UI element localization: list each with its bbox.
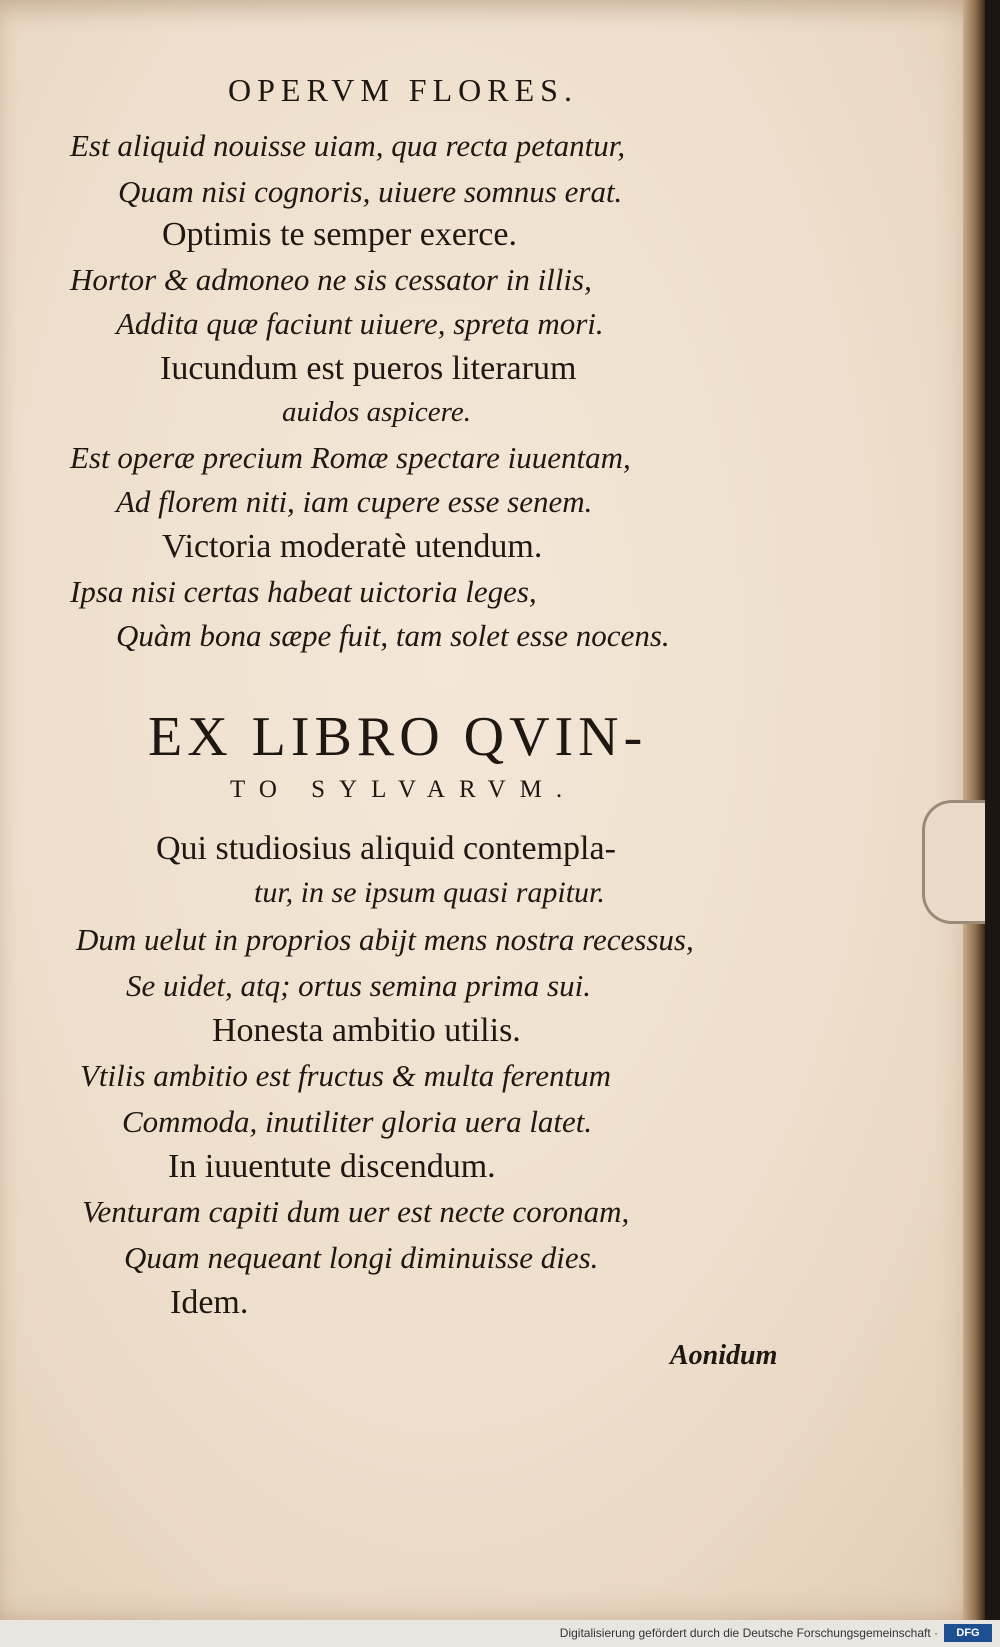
verse-heading: Optimis te semper exerce. <box>162 216 517 253</box>
verse-heading: Qui studiosius aliquid contempla- <box>156 830 616 867</box>
verse-line: Vtilis ambitio est fructus & multa ferentum <box>80 1058 611 1093</box>
verse-line: Est aliquid nouisse uiam, qua recta petantur, <box>70 128 626 163</box>
clasp-shadow <box>922 800 985 924</box>
verse-line: Commoda, inutiliter gloria uera latet. <box>122 1104 593 1139</box>
verse-line: Quam nequeant longi diminuisse dies. <box>124 1240 599 1275</box>
running-header: OPERVM FLORES. <box>228 72 578 108</box>
verse-line: Ad florem niti, iam cupere esse senem. <box>116 484 593 519</box>
verse-heading: tur, in se ipsum quasi rapitur. <box>254 876 605 909</box>
section-title: EX LIBRO QVIN- <box>148 706 648 768</box>
verse-heading: auidos aspicere. <box>282 396 472 428</box>
footer-credit: Digitalisierung gefördert durch die Deutsche Forschungsgemeinschaft · <box>559 1626 938 1640</box>
verse-line: Venturam capiti dum uer est necte coronam, <box>82 1194 630 1229</box>
verse-line: Addita quæ faciunt uiuere, spreta mori. <box>116 306 604 341</box>
digitization-footer <box>0 1620 1000 1647</box>
bleed-through-shadow <box>700 120 960 1120</box>
verse-heading: In iuuentute discendum. <box>168 1148 496 1185</box>
verse-heading: Victoria moderatè utendum. <box>162 528 543 565</box>
verse-heading: Honesta ambitio utilis. <box>212 1012 521 1049</box>
section-title-continued: TO SYLVARVM. <box>230 776 577 803</box>
verse-line: Hortor & admoneo ne sis cessator in illis, <box>70 262 592 297</box>
verse-line: Quàm bona sæpe fuit, tam solet esse nocens. <box>116 618 670 653</box>
verse-line: Quam nisi cognoris, uiuere somnus erat. <box>118 174 623 209</box>
catchword: Aonidum <box>670 1340 778 1371</box>
verse-line: Se uidet, atq; ortus semina prima sui. <box>126 968 591 1003</box>
verse-heading: Idem. <box>170 1284 249 1321</box>
dfg-logo: DFG <box>944 1624 992 1642</box>
verse-heading: Iucundum est pueros literarum <box>160 350 577 387</box>
verse-line: Dum uelut in proprios abijt mens nostra recessus, <box>76 922 694 957</box>
verse-line: Ipsa nisi certas habeat uictoria leges, <box>70 574 537 609</box>
verse-line: Est operæ precium Romæ spectare iuuentam, <box>70 440 631 475</box>
